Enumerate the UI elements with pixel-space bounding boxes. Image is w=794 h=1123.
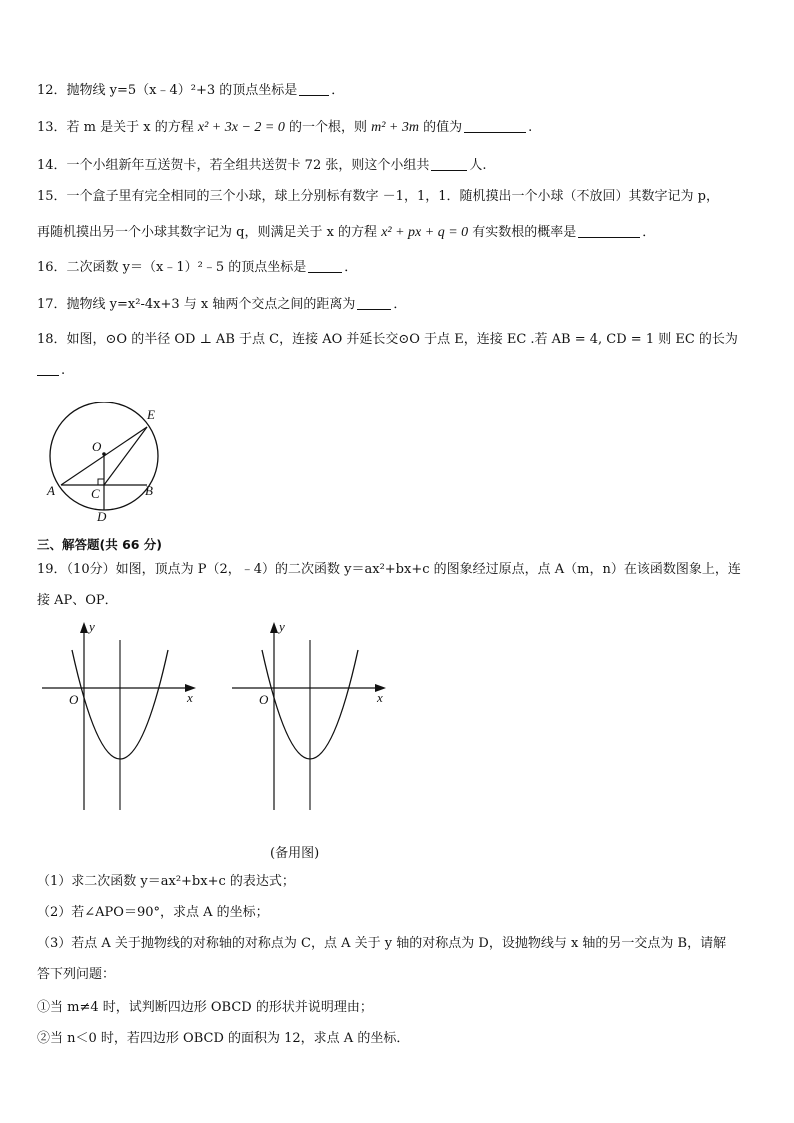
label-a: A — [47, 483, 55, 498]
question-16 — [37, 259, 357, 277]
center-dot — [102, 452, 106, 456]
answer-blank[interactable] — [431, 157, 467, 171]
label-o: O — [92, 439, 102, 454]
question-18 — [37, 331, 738, 349]
y-axis-arrow — [270, 622, 278, 633]
q13-expression: m² + 3m — [371, 120, 419, 135]
question-15-line2 — [37, 224, 655, 242]
q17-text: 17．抛物线 y=x²-4x+3 与 x 轴两个交点之间的距离为 — [37, 297, 356, 312]
origin-label: O — [259, 692, 269, 707]
x-label: x — [187, 690, 193, 705]
label-c: C — [91, 486, 100, 501]
q18-text: 18．如图，⊙O 的半径 OD ⊥ AB 于点 C，连接 AO 并延长交⊙O 于点 E，连接 EC .若 AB = 4, CD = 1 则 EC 的长为 — [37, 332, 738, 347]
parabola-graph — [38, 618, 208, 813]
q13-text-middle: 的一个根，则 — [284, 120, 372, 135]
question-19-line2 — [37, 592, 118, 610]
answer-blank[interactable] — [357, 296, 391, 310]
right-angle-mark — [98, 479, 104, 485]
q19-part3-line1: （3）若点 A 关于抛物线的对称轴的对称点为 C，点 A 关于 y 轴的对称点为 D，设抛物线与 x 轴的另一交点为 B，请解 — [37, 936, 727, 951]
q19-sub2: ②当 n＜0 时，若四边形 OBCD 的面积为 12，求点 A 的坐标． — [37, 1031, 410, 1046]
answer-blank[interactable] — [578, 224, 640, 238]
q12-end: ． — [331, 83, 345, 98]
q19-part2: （2）若∠APO＝90°，求点 A 的坐标； — [37, 905, 269, 920]
answer-blank[interactable] — [37, 362, 59, 376]
section-heading: 三、解答题(共 66 分) — [37, 537, 163, 552]
answer-blank[interactable] — [299, 82, 329, 96]
question-17 — [37, 296, 406, 314]
label-d: D — [97, 509, 107, 522]
q13-text: 13．若 m 是关于 x 的方程 — [37, 120, 198, 135]
question-13 — [37, 119, 532, 137]
answer-blank[interactable] — [464, 119, 526, 133]
q16-text: 16．二次函数 y＝（x﹣1）²﹣5 的顶点坐标是 — [37, 260, 307, 275]
origin-label: O — [69, 692, 79, 707]
circle-figure — [40, 402, 170, 522]
question-18-line2 — [37, 362, 65, 380]
q14-text: 14．一个小组新年互送贺卡，若全组共送贺卡 72 张，则这个小组共 — [37, 158, 430, 173]
q13-text-after: 的值为 — [418, 120, 463, 135]
y-axis-arrow — [80, 622, 88, 633]
q19-part1: （1）求二次函数 y＝ax²+bx+c 的表达式； — [37, 874, 295, 889]
q13-end: . — [528, 120, 533, 135]
label-b: B — [145, 483, 153, 498]
question-12 — [37, 82, 344, 100]
q17-end: ． — [393, 297, 407, 312]
question-15-line1 — [37, 188, 719, 206]
q12-text: 12．抛物线 y=5（x﹣4）²+3 的顶点坐标是 — [37, 83, 298, 98]
x-label: x — [377, 690, 383, 705]
q15-end: ． — [642, 225, 656, 240]
q19-text-2: 接 AP、OP． — [37, 593, 118, 608]
q15-text-after: 有实数根的概率是 — [468, 225, 577, 240]
q19-sub1: ①当 m≠4 时，试判断四边形 OBCD 的形状并说明理由； — [37, 1000, 373, 1015]
q13-equation: x² + 3x − 2 = 0 — [197, 120, 285, 135]
q14-end: 人. — [469, 158, 487, 173]
q15-text-2: 再随机摸出另一个小球其数字记为 q，则满足关于 x 的方程 — [37, 225, 382, 240]
q15-text: 15．一个盒子里有完全相同的三个小球，球上分别标有数字 －1，1，1．随机摸出一个小球（不放回）其数字记为 p， — [37, 189, 719, 204]
question-19-line1 — [37, 561, 741, 579]
label-e: E — [147, 407, 155, 422]
q19-text: 19．（10分）如图，顶点为 P（2，﹣4）的二次函数 y＝ax²+bx+c 的图象经过原点，点 A（m，n）在该函数图象上，连 — [37, 562, 741, 577]
y-label: y — [89, 619, 95, 634]
spare-parabola-graph — [228, 618, 398, 813]
question-14 — [37, 157, 487, 175]
q19-part3-line2: 答下列问题： — [37, 967, 116, 982]
q18-end: . — [61, 363, 66, 378]
q15-equation: x² + px + q = 0 — [381, 225, 469, 240]
line-ec — [104, 427, 147, 485]
y-label: y — [279, 619, 285, 634]
spare-graph-caption: (备用图) — [270, 846, 320, 861]
q16-end: ． — [344, 260, 358, 275]
answer-blank[interactable] — [308, 259, 342, 273]
